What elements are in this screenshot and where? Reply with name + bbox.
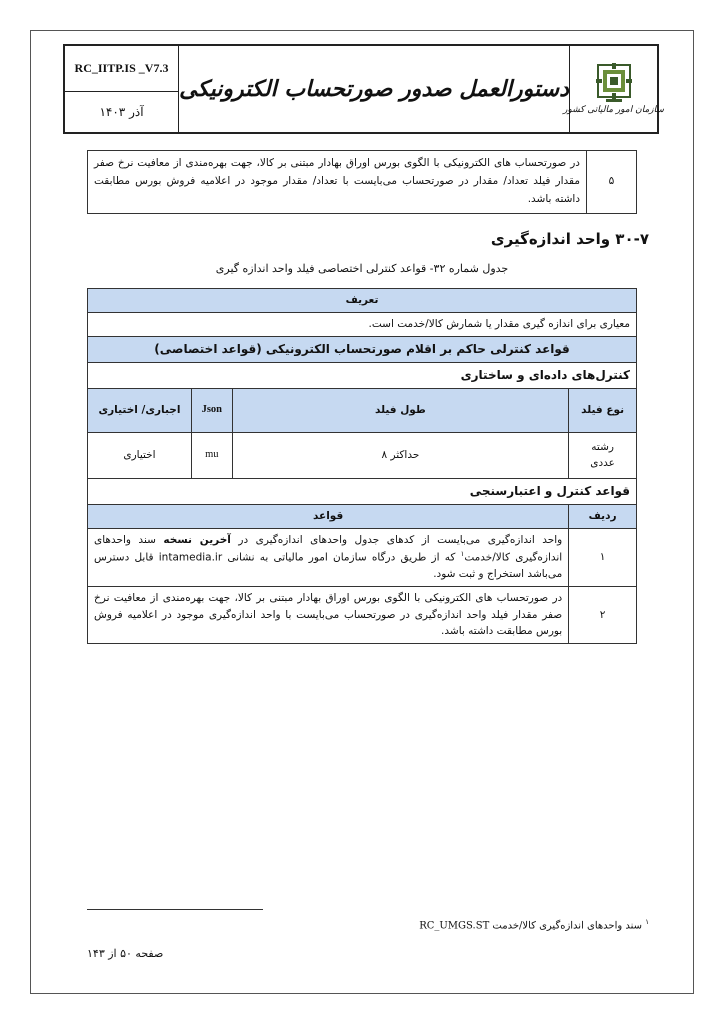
mandatory-value: اختیاری xyxy=(88,432,192,478)
page-number: صفحه ۵۰ از ۱۴۳ xyxy=(87,947,164,960)
rule-text: در صورتحساب های الکترونیکی با الگوی بورس اوراق بهادار مبتنی بر کالا، جهت بهره‌مندی از معافیت نرخ صفر مقدار فیلد واحد اندازه‌گیری در صورتحساب می‌بایست با واحد اندازه‌گیری موجود در اعلامیه فروش بورس مطابقت داشته باشد. xyxy=(88,586,569,643)
rule-text-part: که از طریق درگاه سازمان امور مالیاتی به نشانی intamedia.ir قابل دسترس می‌باشد استخراج و ثبت شود. xyxy=(94,551,563,581)
column-field-length: طول فیلد xyxy=(232,388,569,432)
header-meta xyxy=(65,46,179,132)
rules-columns-row xyxy=(88,505,637,529)
field-type-cell xyxy=(569,432,637,478)
table-caption: جدول شماره ۳۲- قواعد کنترلی اختصاصی فیلد واحد اندازه گیری xyxy=(215,262,509,275)
rule-text-part: واحد اندازه‌گیری می‌بایست از کدهای جدول واحدهای اندازه‌گیری در xyxy=(238,533,563,546)
column-json: Json xyxy=(191,388,232,432)
document-title: دستورالعمل صدور صورتحساب الکترونیکی xyxy=(179,76,569,102)
table-row xyxy=(88,151,637,214)
columns-header-row xyxy=(88,388,637,432)
table-row xyxy=(88,432,637,478)
definition-text: معیاری برای اندازه گیری مقدار یا شمارش کالا/خدمت است. xyxy=(88,312,637,336)
column-row-number: ردیف xyxy=(569,505,637,529)
footnote-separator xyxy=(87,909,263,910)
document-code: RC_IITP.IS _V7.3 xyxy=(65,46,178,92)
field-length-value: حداکثر ۸ xyxy=(232,432,569,478)
field-type-value-2: عددی xyxy=(590,457,615,470)
section-heading: ۳۰-۷ واحد اندازه‌گیری xyxy=(490,230,649,248)
rule-text-part: سند واحدهای اندازه‌گیری کالا/خدمت xyxy=(94,533,563,564)
logo-caption: سازمان امور مالیاتی کشور xyxy=(563,105,664,115)
rules-header: قواعد کنترلی حاکم بر اقلام صورتحساب الکترونیکی (قواعد اختصاصی) xyxy=(88,336,637,362)
footnote-marker: ۱ xyxy=(645,918,649,926)
table-row xyxy=(88,528,637,586)
column-field-type: نوع فیلد xyxy=(569,388,637,432)
column-rules: قواعد xyxy=(88,505,569,529)
validation-title: قواعد کنترل و اعتبارسنجی xyxy=(88,478,637,504)
document-date: آذر ۱۴۰۳ xyxy=(99,105,144,119)
footnote xyxy=(419,918,649,931)
field-type-value-1: رشته xyxy=(591,440,614,453)
organization-logo xyxy=(563,46,664,132)
previous-rules-table xyxy=(87,150,637,214)
rule-text-bold: آخرین نسخه xyxy=(163,533,231,546)
rule-number: ۱ xyxy=(569,528,637,586)
definition-header: تعریف xyxy=(88,289,637,313)
json-value: mu xyxy=(191,432,232,478)
tax-organization-emblem-icon xyxy=(596,63,632,103)
rule-number: ۲ xyxy=(569,586,637,643)
rule-text: در صورتحساب های الکترونیکی با الگوی بورس اوراق بهادار مبتنی بر کالا، جهت بهره‌مندی از معافیت نرخ صفر مقدار فیلد تعداد/ مقدار در صورتحساب می‌بایست با تعداد/ مقدار موجود در اعلامیه فروش بورس مطابقت داشته باشد. xyxy=(88,151,587,214)
table-row xyxy=(88,586,637,643)
footnote-text: سند واحدهای اندازه‌گیری کالا/خدمت RC_UMGS.ST xyxy=(419,920,643,932)
rule-text xyxy=(88,528,569,586)
data-controls-title: کنترل‌های داده‌ای و ساختاری xyxy=(88,362,637,388)
footnote-reference[interactable]: ۱ xyxy=(460,549,465,558)
column-mandatory: اجباری/ اختیاری xyxy=(88,388,192,432)
document-header xyxy=(63,44,664,134)
unit-of-measure-rules-table xyxy=(87,288,637,644)
row-number: ۵ xyxy=(587,151,637,214)
